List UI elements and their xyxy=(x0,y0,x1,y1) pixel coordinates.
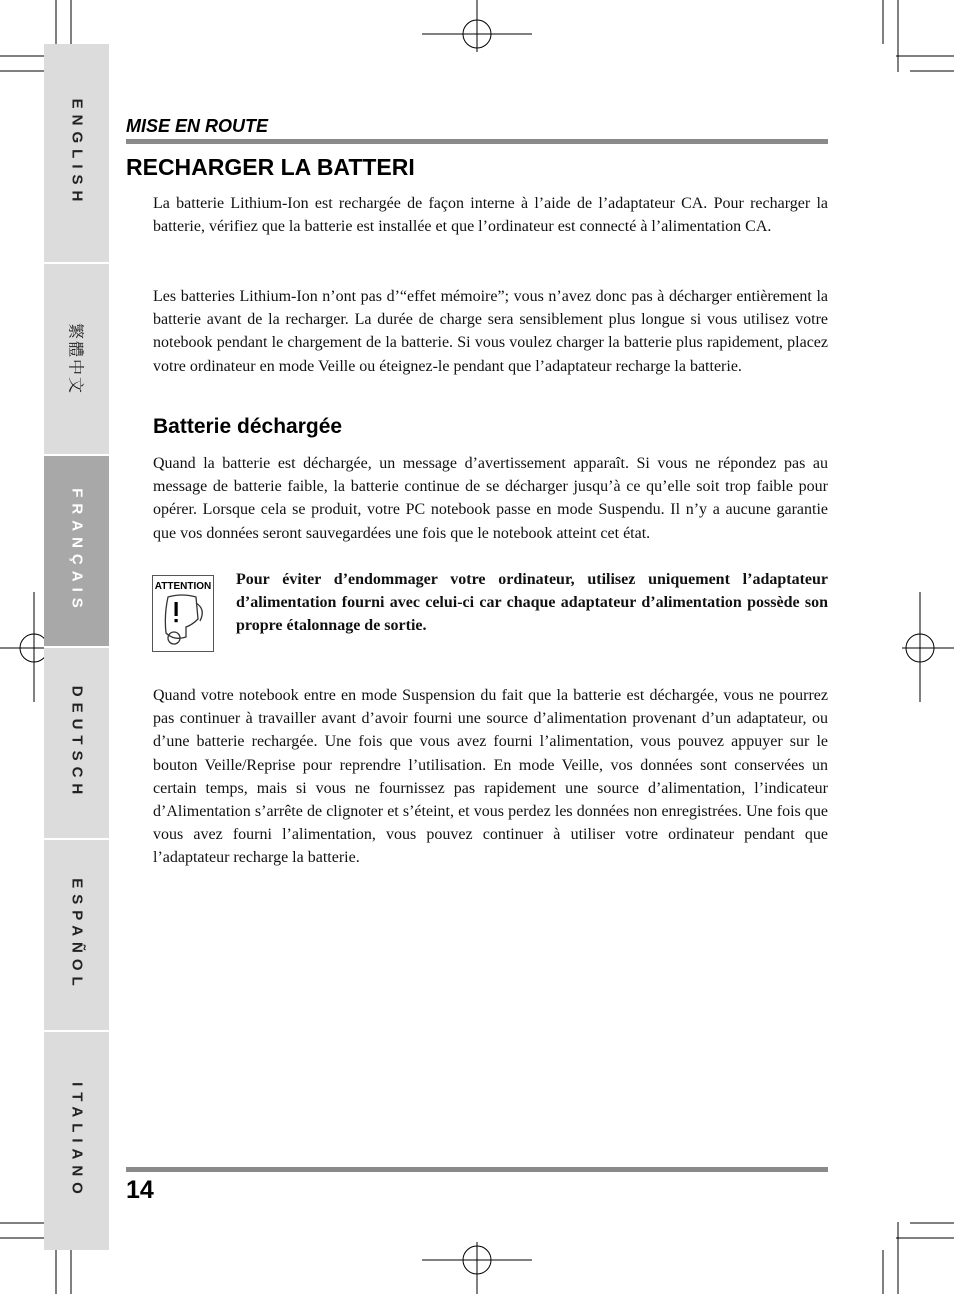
attention-label: ATTENTION xyxy=(154,581,212,592)
tab-chinese-label: 繁體中文 xyxy=(66,322,85,396)
tab-deutsch-label: DEUTSCH xyxy=(68,685,85,801)
tab-francais-label: FRANÇAIS xyxy=(68,488,85,614)
subtitle-low-battery: Batterie déchargée xyxy=(153,415,343,438)
page-number: 14 xyxy=(126,1176,154,1204)
paragraph-memory-effect: Les batteries Lithium-Ion n’ont pas d’“effet mémoire”; vous n’avez donc pas à décharger entièrement la batterie avant de la recharger. La durée de charge sera sensiblement plus longue si vous utilisez votre notebook pendant le chargement de la batterie. Si vous voulez charger la batterie plus rapidement, placez votre ordinateur en mode Veille ou éteignez-le pendant que l’adaptateur recharge la batterie. xyxy=(153,288,828,375)
tab-deutsch[interactable] xyxy=(44,648,109,840)
tab-espanol[interactable] xyxy=(44,840,109,1032)
page-title: RECHARGER LA BATTERI xyxy=(126,154,415,180)
tab-italiano[interactable] xyxy=(44,1032,109,1250)
tab-espanol-label: ESPAÑOL xyxy=(68,878,85,992)
header-rule xyxy=(126,139,828,144)
tab-chinese[interactable] xyxy=(44,264,109,456)
tab-italiano-label: ITALIANO xyxy=(68,1082,85,1200)
paragraph-suspend: Quand votre notebook entre en mode Suspension du fait que la batterie est déchargée, vous ne pourrez pas continuer à travailler avant d’avoir fourni une source d’alimentation provenant d’un adaptateur, ou d’une batterie rechargée. Une fois que vous avez fourni l’alimentation, vous pouvez appuyer sur le bouton Veille/Reprise pour reprendre l’utilisation. En mode Veille, vos données sont conservées un certain temps, mais si vous ne fournissez pas rapidement une source d’alimentation, l’indicateur d’Alimentation s’arrête de clignoter et s’éteint, et vous perdez les données non enregistrées. Une fois que vous avez fourni l’alimentation, vous pouvez continuer à utiliser votre ordinateur pendant que l’adaptateur recharge la batterie. xyxy=(153,687,828,867)
language-tabs xyxy=(44,44,109,1250)
tab-english-label: ENGLISH xyxy=(68,98,85,208)
paragraph-recharge: La batterie Lithium-Ion est rechargée de façon interne à l’aide de l’adaptateur CA. Pour recharger la batterie, vérifiez que la batterie est installée et que l’ordinateur est connecté à l’alimentation CA. xyxy=(153,195,828,236)
tab-francais[interactable] xyxy=(44,456,109,648)
tab-english[interactable] xyxy=(44,44,109,264)
paragraph-low-battery: Quand la batterie est déchargée, un message d’avertissement apparaît. Si vous ne répondez pas au message de batterie faible, la batterie continue de se décharger jusqu’à ce qu’elle soit trop faible pour opérer. Lorsque cela se produit, votre PC notebook passe en mode Suspendu. Il n’y a aucune garantie que vos données seront sauvegardées une fois que le notebook atteint cet état. xyxy=(153,455,828,542)
attention-warning-icon xyxy=(152,575,214,652)
attention-text: Pour éviter d’endommager votre ordinateur, utilisez uniquement l’adaptateur d’alimentation fourni avec celui-ci car chaque adaptateur d’alimentation possède son propre étalonnage de sortie. xyxy=(236,571,828,635)
footer-rule xyxy=(126,1167,828,1172)
section-header: MISE EN ROUTE xyxy=(126,116,269,136)
